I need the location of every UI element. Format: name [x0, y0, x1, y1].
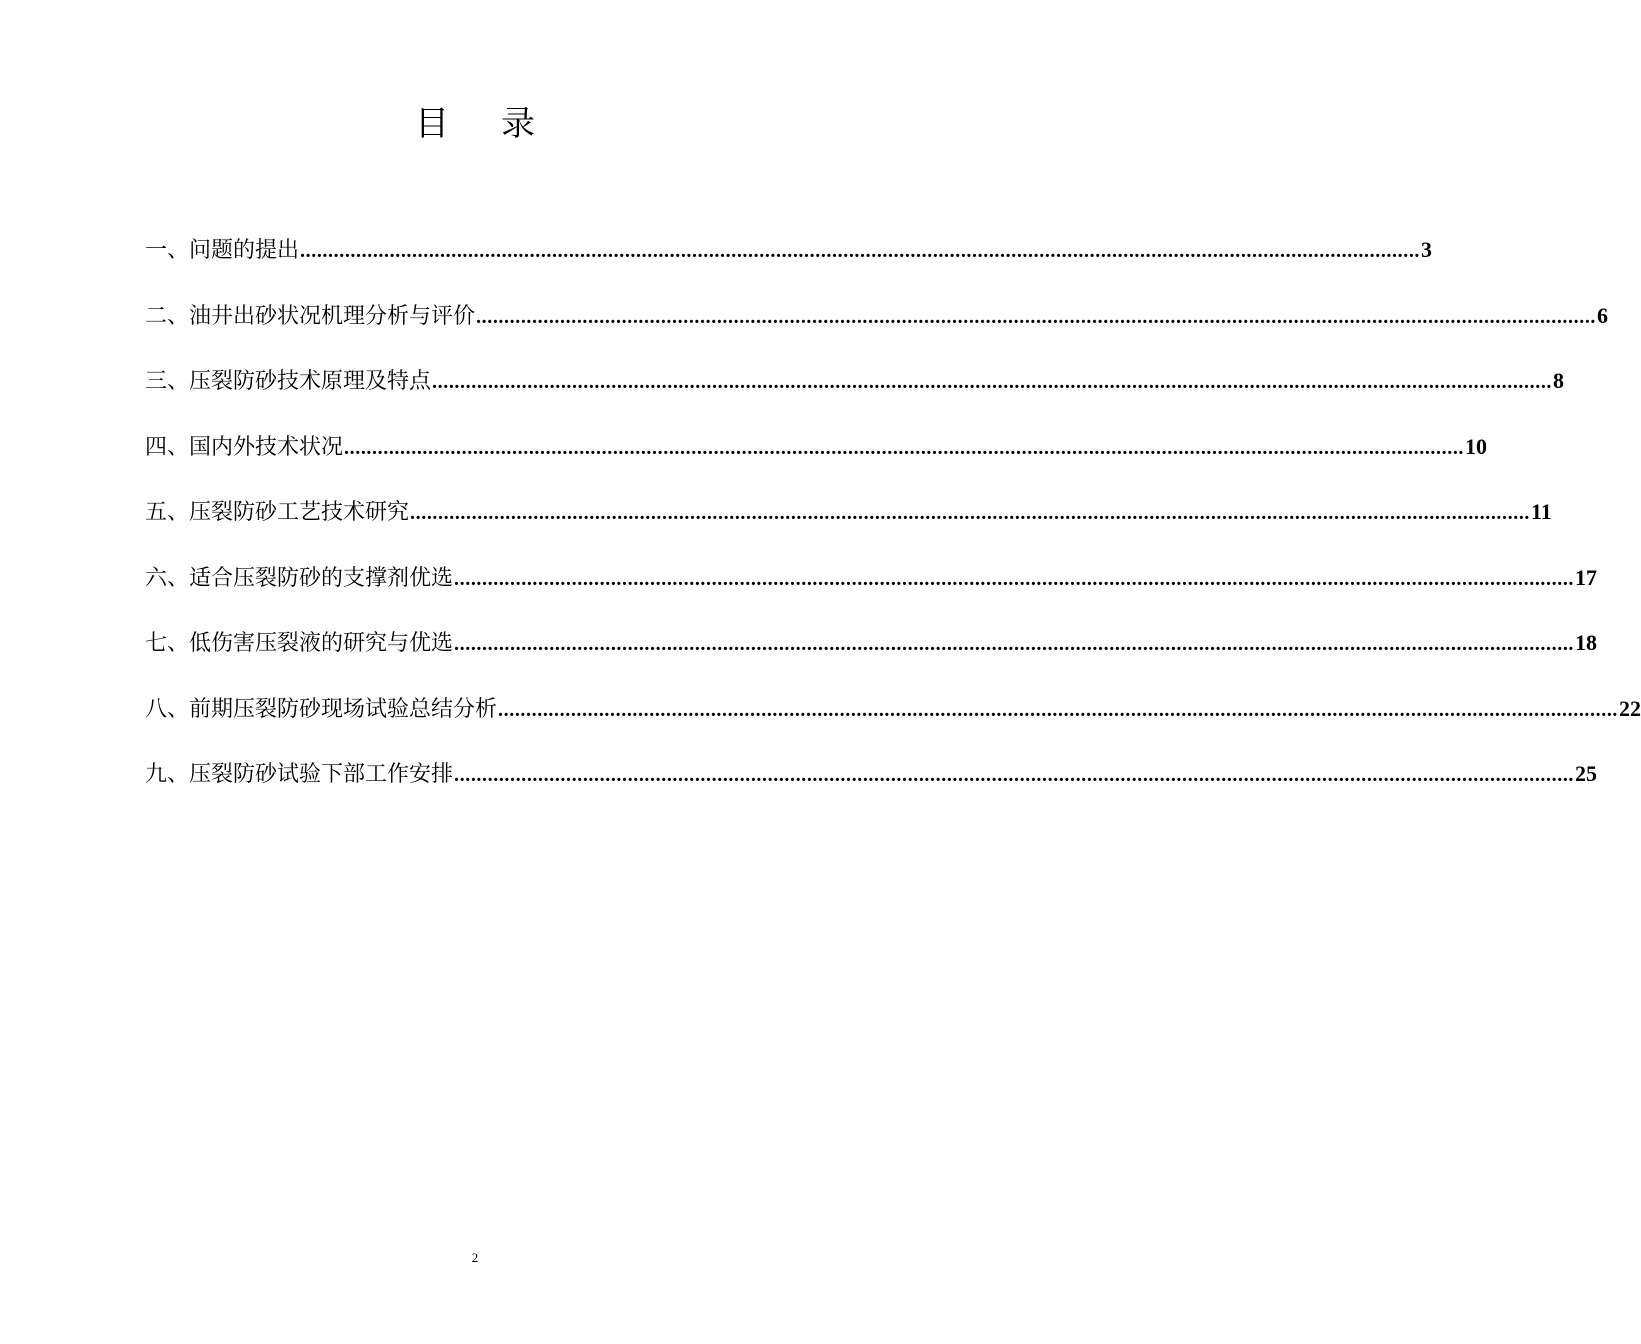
- toc-entry-page: 17: [1575, 564, 1598, 590]
- toc-entry-page: 25: [1575, 761, 1598, 786]
- page-number: 2: [471, 1250, 479, 1265]
- toc-leader-dots: ........................................................................................................................................................................................................: [300, 240, 1421, 262]
- toc-entry-label: 四、国内外技术状况: [145, 434, 344, 460]
- toc-entry-label: 三、压裂防砂技术原理及特点: [145, 369, 432, 394]
- toc-leader-dots: ........................................................................................................................................................................................................: [454, 633, 1575, 655]
- toc-entry[interactable]: [145, 556, 1598, 622]
- toc-entry-page: 11: [1531, 499, 1552, 524]
- toc-entry-label: 九、压裂防砂试验下部工作安排: [145, 762, 454, 787]
- toc-leader-dots: ........................................................................................................................................................................................................: [476, 305, 1597, 328]
- toc-entry[interactable]: [145, 752, 1598, 818]
- toc-entry-page: 18: [1575, 630, 1598, 655]
- toc-leader-dots: ........................................................................................................................................................................................................: [432, 371, 1553, 393]
- toc-entry[interactable]: [145, 294, 1609, 360]
- toc-entry-label: 二、油井出砂状况机理分析与评价: [145, 303, 476, 329]
- page-title: 目录: [415, 104, 587, 144]
- toc-entry[interactable]: [145, 228, 1433, 294]
- toc-entry-label: 八、前期压裂防砂现场试验总结分析: [145, 696, 498, 722]
- table-of-contents: [145, 228, 1641, 818]
- toc-leader-dots: ........................................................................................................................................................................................................: [498, 698, 1619, 721]
- toc-entry-page: 22: [1619, 695, 1641, 721]
- toc-entry[interactable]: [145, 490, 1552, 556]
- toc-entry[interactable]: [145, 425, 1488, 491]
- toc-entry-label: 一、问题的提出: [145, 238, 300, 263]
- toc-leader-dots: ........................................................................................................................................................................................................: [344, 436, 1465, 459]
- toc-entry-label: 五、压裂防砂工艺技术研究: [145, 500, 410, 525]
- toc-entry-label: 七、低伤害压裂液的研究与优选: [145, 631, 454, 656]
- toc-entry-page: 6: [1597, 302, 1609, 328]
- toc-entry-page: 8: [1553, 368, 1565, 393]
- toc-entry-page: 10: [1465, 433, 1488, 459]
- toc-entry[interactable]: [145, 359, 1565, 425]
- toc-entry-page: 3: [1421, 237, 1433, 262]
- toc-entry[interactable]: [145, 687, 1641, 753]
- toc-entry-label: 六、适合压裂防砂的支撑剂优选: [145, 565, 454, 591]
- toc-entry[interactable]: [145, 621, 1598, 687]
- toc-leader-dots: ........................................................................................................................................................................................................: [454, 764, 1575, 786]
- toc-leader-dots: ........................................................................................................................................................................................................: [410, 502, 1531, 524]
- toc-leader-dots: ........................................................................................................................................................................................................: [454, 567, 1575, 590]
